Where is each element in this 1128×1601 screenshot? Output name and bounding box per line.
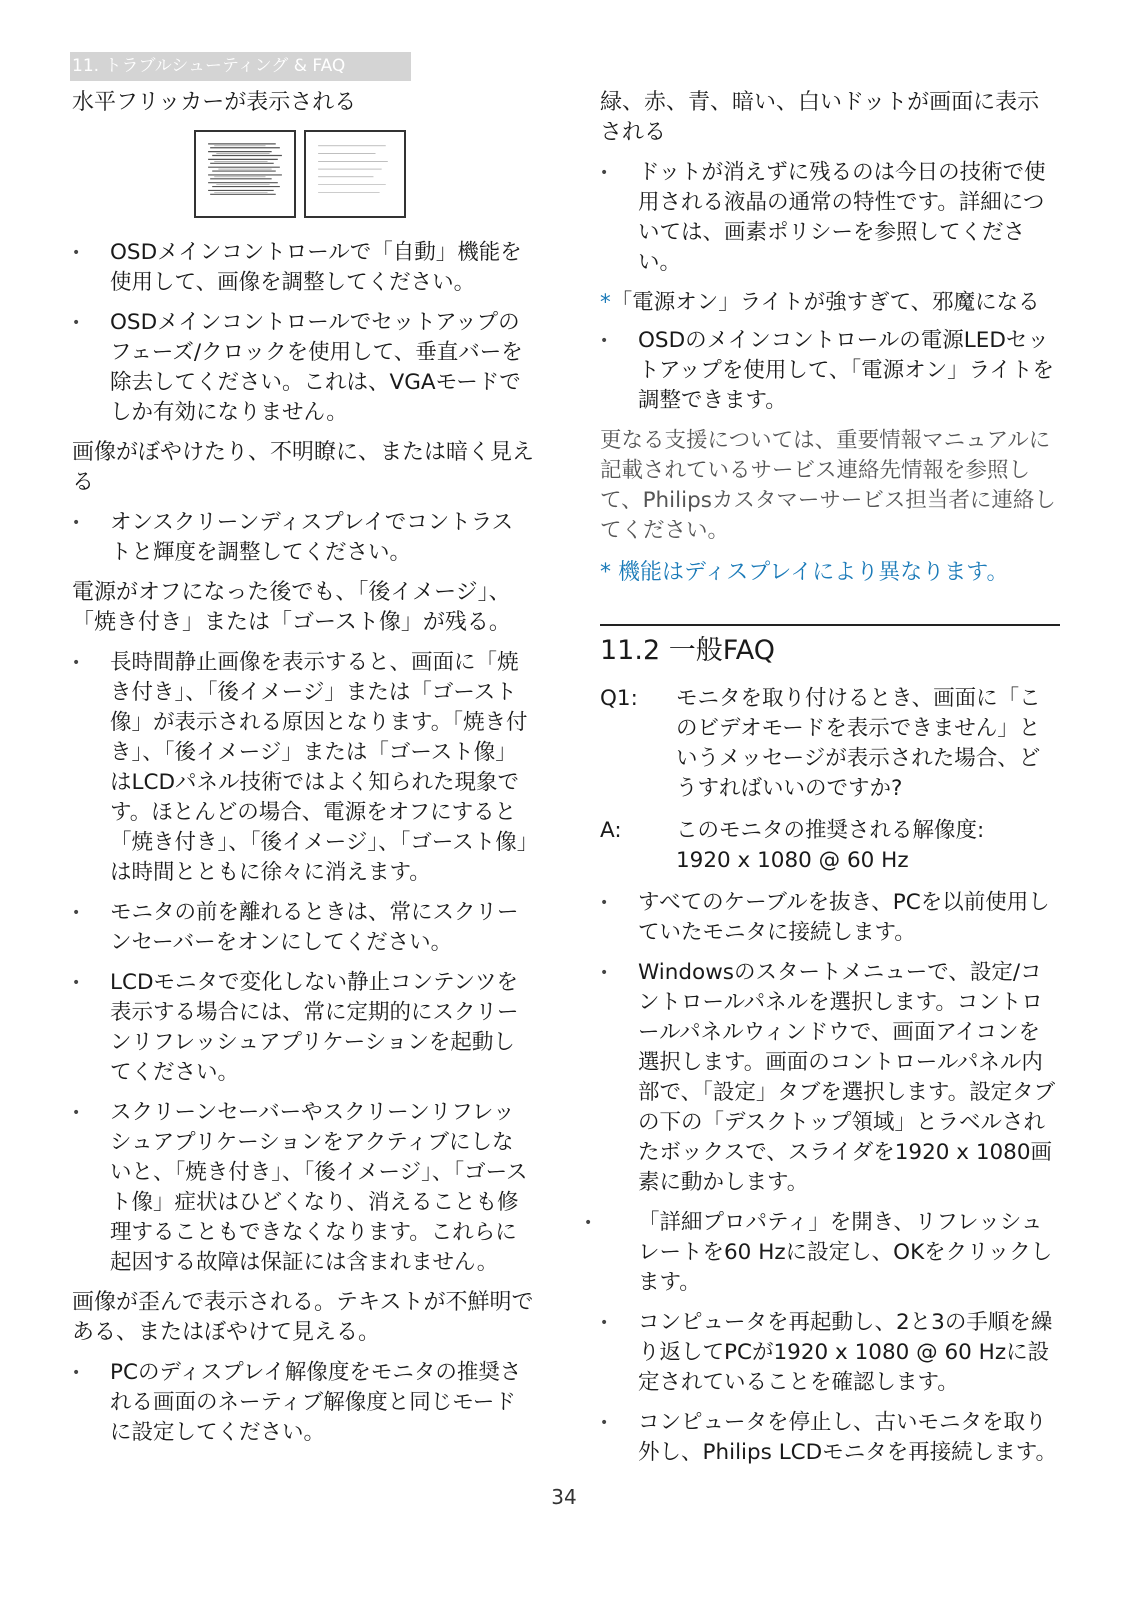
list-item: • Windowsのスタートメニューで、設定/コントロールパネルを選択します。コントロールパネルウィンドウで、画面アイコンを選択します。画面のコントロールパネル内部で、「設定」タブを選択します。設定タブの下の「デスクトップ領域」とラベルされたボックスで、スライダを1920 x 1080画素に動かします。 — [600, 960, 1056, 1195]
question-text: モニタを取り付けるとき、画面に「このビデオモードを表示できません」というメッセージが表示された場合、どうすればいいのですか? — [676, 686, 1041, 801]
bullet-icon: • — [600, 895, 609, 911]
bullet-list-distorted — [72, 1358, 534, 1448]
answer-1 — [600, 816, 1060, 876]
list-item: • すべてのケーブルを抜き、PCを以前使用していたモニタに接続します。 — [600, 890, 1050, 945]
right-column — [584, 88, 1060, 1478]
list-item: • コンピュータを停止し、古いモニタを取り外し、Philips LCDモニタを再接続します。 — [600, 1410, 1058, 1465]
bullet-icon: • — [600, 333, 609, 349]
heading-blurry-image: 画像がぼやけたり、不明瞭に、または暗く見える — [72, 440, 535, 495]
bullet-list-retention — [72, 648, 534, 1278]
bullet-icon: • — [600, 165, 609, 181]
list-item: • コンピュータを再起動し、2と3の手順を繰り返してPCが1920 x 1080 @ 60 Hzに設定されていることを確認します。 — [600, 1310, 1053, 1395]
flicker-screen-after — [304, 130, 406, 218]
footnote: * 機能はディスプレイにより異なります。 — [600, 560, 1009, 585]
list-item: • オンスクリーンディスプレイでコントラストと輝度を調整してください。 — [72, 510, 514, 565]
list-item: • OSDメインコントロールでセットアップのフェーズ/クロックを使用して、垂直バーを除去してください。これは、VGAモードでしか有効になりません。 — [72, 310, 523, 425]
page-number: 34 — [551, 1485, 577, 1509]
flicker-screen-before — [194, 130, 296, 218]
list-item: • 長時間静止画像を表示すると、画面に「焼き付き」、「後イメージ」または「ゴースト像」が表示される原因となります。「焼き付き」、「後イメージ」または「ゴースト像」はLCDパネル技術ではよく知られた現象です。ほとんどの場合、電源をオフにすると「焼き付き」、「後イメージ」、「ゴースト像」は時間とともに徐々に消えます。 — [72, 650, 528, 885]
bullet-icon: • — [600, 1415, 609, 1431]
list-item: • PCのディスプレイ解像度をモニタの推奨される画面のネーティブ解像度と同じモードに設定してください。 — [72, 1360, 522, 1445]
bullet-icon: • — [72, 905, 81, 921]
answer-label: A: — [600, 818, 622, 843]
section-title: 11.2 一般FAQ — [600, 624, 1060, 668]
bullet-list-power-light — [600, 326, 1060, 416]
asterisk: * — [600, 290, 611, 315]
bullet-icon: • — [600, 1315, 609, 1331]
heading-power-light: *「電源オン」ライトが強すぎて、邪魔になる — [600, 290, 1040, 315]
bullet-list-blurry — [72, 508, 534, 568]
bullet-icon: • — [600, 965, 609, 981]
list-item: • スクリーンセーバーやスクリーンリフレッシュアプリケーションをアクティブにしないと、「焼き付き」、「後イメージ」、「ゴースト像」症状はひどくなり、消えることも修理することもできなくなります。これらに起因する故障は保証には含まれません。 — [72, 1100, 528, 1275]
heading-dots: 緑、赤、青、暗い、白いドットが画面に表示される — [600, 90, 1040, 145]
bullet-list-dots — [600, 158, 1060, 278]
bullet-icon: • — [72, 1365, 81, 1381]
chapter-tab: 11. トラブルシューティング & FAQ — [70, 52, 411, 81]
list-item: • OSDメインコントロールで「自動」機能を使用して、画像を調整してください。 — [72, 240, 522, 295]
bullet-icon: • — [72, 515, 81, 531]
list-item: • OSDのメインコントロールの電源LEDセットアップを使用して、「電源オン」ライトを調整できます。 — [600, 328, 1055, 413]
bullet-list-flicker — [72, 238, 534, 428]
bullet-icon: • — [72, 1105, 81, 1121]
question-1 — [600, 684, 1060, 804]
heading-horizontal-flicker: 水平フリッカーが表示される — [72, 90, 357, 115]
list-item: • LCDモニタで変化しない静止コンテンツを表示する場合には、常に定期的にスクリーンリフレッシュアプリケーションを起動してください。 — [72, 970, 519, 1085]
answer-text: このモニタの推奨される解像度: 1920 x 1080 @ 60 Hz — [676, 818, 985, 873]
bullet-icon: • — [72, 975, 81, 991]
flicker-illustration — [194, 130, 534, 218]
list-item: • モニタの前を離れるときは、常にスクリーンセーバーをオンにしてください。 — [72, 900, 519, 955]
bullet-icon: • — [72, 315, 81, 331]
bullet-icon: • — [72, 245, 81, 261]
question-label: Q1: — [600, 686, 638, 711]
left-column — [72, 88, 534, 1458]
bullet-icon: • — [584, 1215, 593, 1231]
list-item: • ドットが消えずに残るのは今日の技術で使用される液晶の通常の特性です。詳細については、画素ポリシーを参照してください。 — [600, 160, 1046, 275]
bullet-icon: • — [72, 655, 81, 671]
support-paragraph: 更なる支援については、重要情報マニュアルに記載されているサービス連絡先情報を参照して、Philipsカスタマーサービス担当者に連絡してください。 — [600, 428, 1056, 543]
heading-distorted-image: 画像が歪んで表示される。テキストが不鮮明である、またはぼやけて見える。 — [72, 1290, 534, 1345]
bullet-list-answer-steps — [584, 888, 1060, 1468]
list-item: • 「詳細プロパティ」を開き、リフレッシュレートを60 Hzに設定し、OKをクリックします。 — [584, 1210, 1053, 1295]
heading-image-retention: 電源がオフになった後でも、「後イメージ」、「焼き付き」または「ゴースト像」が残る。 — [72, 580, 511, 635]
